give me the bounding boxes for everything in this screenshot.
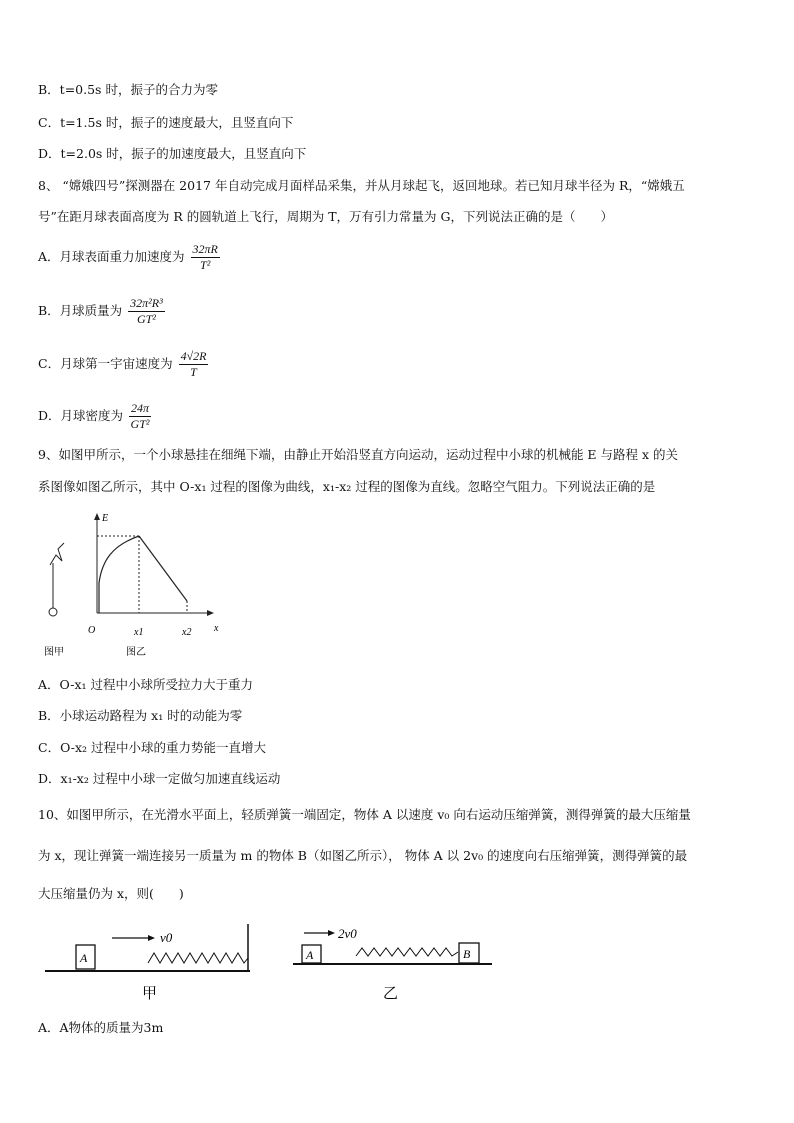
q9-figure xyxy=(38,505,228,665)
q9-stem-line1: 9、如图甲所示，一个小球悬挂在细绳下端，由静止开始沿竖直方向运动，运动过程中小球的机械能 E 与路程 x 的关 xyxy=(38,447,679,462)
label-jia: 甲 xyxy=(142,984,158,1002)
origin-label: O xyxy=(88,625,96,636)
q8-stem-line1: 8、 “嫦娥四号”探测器在 2017 年自动完成月面样品采集，并从月球起飞，返回地球。若已知月球半径为 R，“嫦娥五 xyxy=(38,178,685,193)
q8-option-b-numerator: 32π²R³ xyxy=(130,296,163,310)
q10-option-a: A．A物体的质量为3m xyxy=(38,1020,164,1035)
q10-figure-svg xyxy=(40,918,500,1008)
q9-option-b: B．小球运动路程为 x₁ 时的动能为零 xyxy=(38,708,243,723)
tick-x2-label: x2 xyxy=(182,627,192,638)
label-yi: 乙 xyxy=(383,984,399,1002)
setup-yi xyxy=(293,926,492,1002)
q8-option-b-fraction xyxy=(128,297,165,326)
q8-option-b-label: B．月球质量为 xyxy=(38,303,123,318)
q8-option-d xyxy=(38,402,151,431)
q9-option-a: A．O-x₁ 过程中小球所受拉力大于重力 xyxy=(38,677,253,692)
q7-option-d: D．t=2.0s 时，振子的加速度最大，且竖直向下 xyxy=(38,146,307,161)
q10-figure xyxy=(40,918,500,1008)
q8-option-a-numerator: 32πR xyxy=(192,242,218,256)
line-x1-x2 xyxy=(139,536,187,601)
axis-e-label: E xyxy=(102,513,109,524)
velocity-label-yi: 2v0 xyxy=(338,926,357,941)
q8-option-a-denominator: T² xyxy=(200,258,211,272)
q9-stem-line2: 系图像如图乙所示，其中 O-x₁ 过程的图像为曲线，x₁-x₂ 过程的图像为直线。忽略空气阻力。下列说法正确的是 xyxy=(38,479,656,494)
q8-option-c xyxy=(38,350,208,379)
q8-option-d-label: D．月球密度为 xyxy=(38,408,124,423)
axis-x-label: x xyxy=(214,623,219,634)
q10-stem-line2: 为 x，现让弹簧一端连接另一质量为 m 的物体 B（如图乙所示）， 物体 A 以 2v₀ 的速度向右压缩弹簧，测得弹簧的最 xyxy=(38,848,688,863)
q9-option-d: D．x₁-x₂ 过程中小球一定做匀加速直线运动 xyxy=(38,771,281,786)
q8-option-a xyxy=(38,243,220,272)
q8-stem-line2: 号”在距月球表面高度为 R 的圆轨道上飞行，周期为 T，万有引力常量为 G，下列说法正确的是（ ） xyxy=(38,209,614,224)
q8-option-b-denominator: GT² xyxy=(136,312,156,326)
hand-icon xyxy=(50,543,64,565)
spring-yi xyxy=(356,948,458,956)
ball-icon xyxy=(49,608,57,616)
spring-jia xyxy=(148,953,248,963)
block-b-yi-label: B xyxy=(463,947,471,961)
fig-yi-label: 图乙 xyxy=(126,647,146,658)
q8-option-c-numerator: 4√2R xyxy=(180,349,207,363)
q8-option-d-numerator: 24π xyxy=(131,401,150,415)
q8-option-d-fraction xyxy=(129,402,151,431)
setup-jia xyxy=(45,924,250,1002)
q10-stem-line1: 10、如图甲所示，在光滑水平面上，轻质弹簧一端固定，物体 A 以速度 v₀ 向右运动压缩弹簧，测得弹簧的最大压缩量 xyxy=(38,807,691,822)
q10-stem-line3: 大压缩量仍为 x，则( ) xyxy=(38,886,184,901)
q9-figure-svg xyxy=(38,505,228,665)
e-axis-arrow xyxy=(94,513,100,520)
velocity-arrowhead-yi xyxy=(328,930,335,936)
q8-option-c-fraction xyxy=(179,350,209,379)
curve-o-x1 xyxy=(99,536,139,613)
fig-jia-label: 图甲 xyxy=(44,647,64,658)
tick-x1-label: x1 xyxy=(134,627,144,638)
q7-option-c: C．t=1.5s 时，振子的速度最大，且竖直向下 xyxy=(38,115,294,130)
q7-option-b: B．t=0.5s 时，振子的合力为零 xyxy=(38,82,218,97)
q8-option-a-label: A．月球表面重力加速度为 xyxy=(38,249,185,264)
q9-option-c: C．O-x₂ 过程中小球的重力势能一直增大 xyxy=(38,740,267,755)
pendulum-drawing xyxy=(49,543,64,616)
q8-option-d-denominator: GT² xyxy=(130,417,150,431)
q8-option-c-denominator: T xyxy=(190,365,197,379)
x-axis-arrow xyxy=(207,610,214,616)
q8-option-b xyxy=(38,297,165,326)
block-a-yi-label: A xyxy=(306,948,314,962)
q8-option-c-label: C．月球第一宇宙速度为 xyxy=(38,356,173,371)
q8-option-a-fraction xyxy=(191,243,220,272)
velocity-label-jia: v0 xyxy=(160,930,173,945)
velocity-arrowhead-jia xyxy=(148,935,155,941)
block-a-jia-label: A xyxy=(80,951,88,965)
energy-graph xyxy=(88,513,219,638)
